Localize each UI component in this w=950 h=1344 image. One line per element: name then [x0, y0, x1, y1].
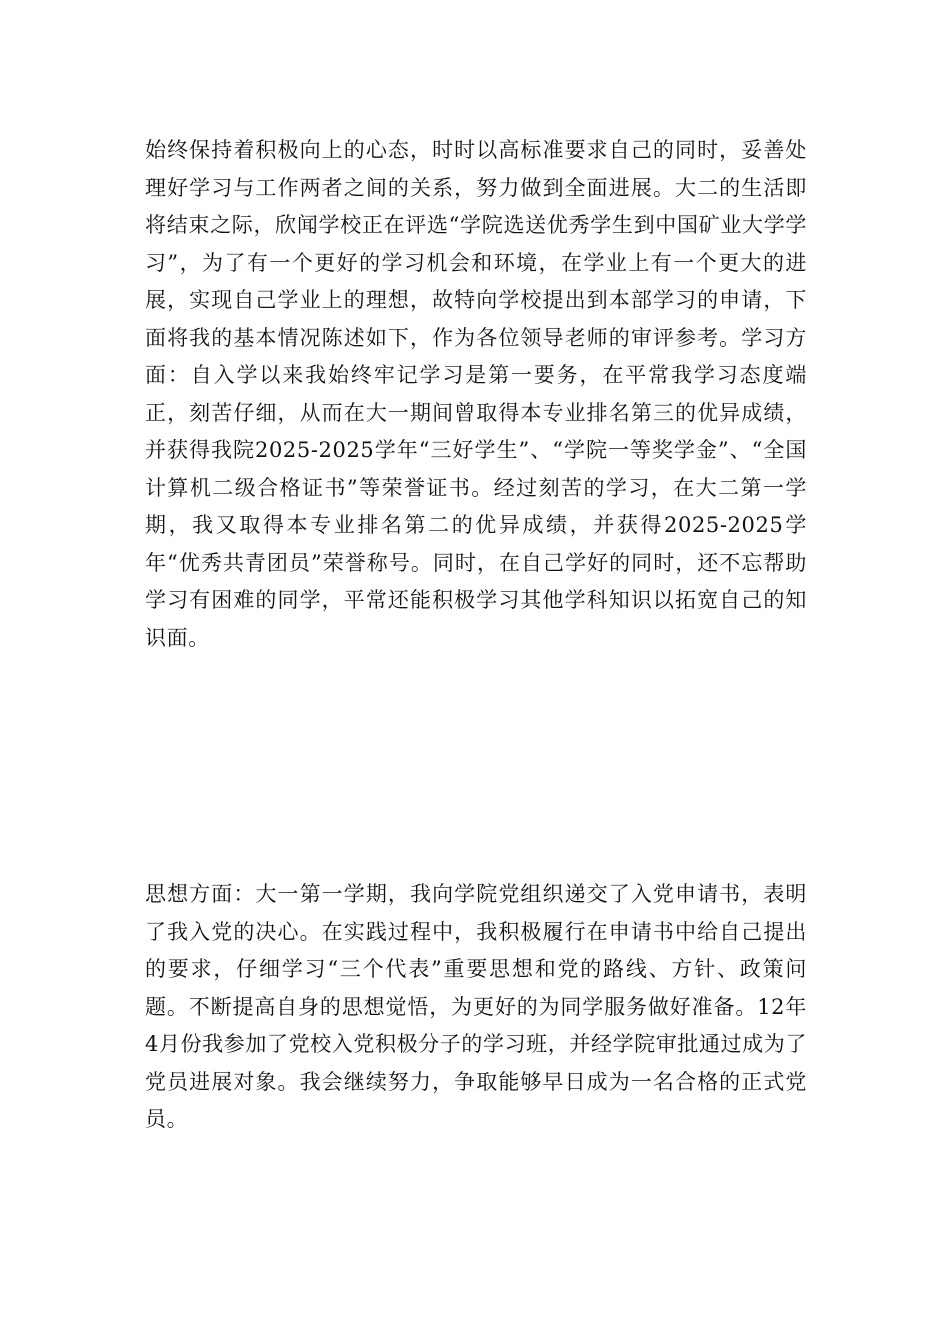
body-paragraph-1: 始终保持着积极向上的心态，时时以高标准要求自己的同时，妥善处理好学习与工作两者之间的关系，努力做到全面进展。大二的生活即将结束之际，欣闻学校正在评选“学院选送优秀学生到中国矿业大学学习”，为了有一个更好的学习机会和环境，在学业上有一个更大的进展，实现自己学业上的理想，故特向学校提出到本部学习的申请，下面将我的基本情况陈述如下，作为各位领导老师的审评参考。学习方面：自入学以来我始终牢记学习是第一要务，在平常我学习态度端正，刻苦仔细，从而在大一期间曾取得本专业排名第三的优异成绩，并获得我院2025-2025学年“三好学生”、“学院一等奖学金”、“全国计算机二级合格证书”等荣誉证书。经过刻苦的学习，在大二第一学期，我又取得本专业排名第二的优异成绩，并获得2025-2025学年“优秀共青团员”荣誉称号。同时，在自己学好的同时，还不忘帮助学习有困难的同学，平常还能积极学习其他学科知识以拓宽自己的知识面。: [145, 138, 807, 650]
body-paragraph-2: 思想方面：大一第一学期，我向学院党组织递交了入党申请书，表明了我入党的决心。在实践过程中，我积极履行在申请书中给自己提出的要求，仔细学习“三个代表”重要思想和党的路线、方针、政策问题。不断提高自身的思想觉悟，为更好的为同学服务做好准备。12年4月份我参加了党校入党积极分子的学习班，并经学院审批通过成为了党员进展对象。我会继续努力，争取能够早日成为一名合格的正式党员。: [145, 882, 807, 1131]
